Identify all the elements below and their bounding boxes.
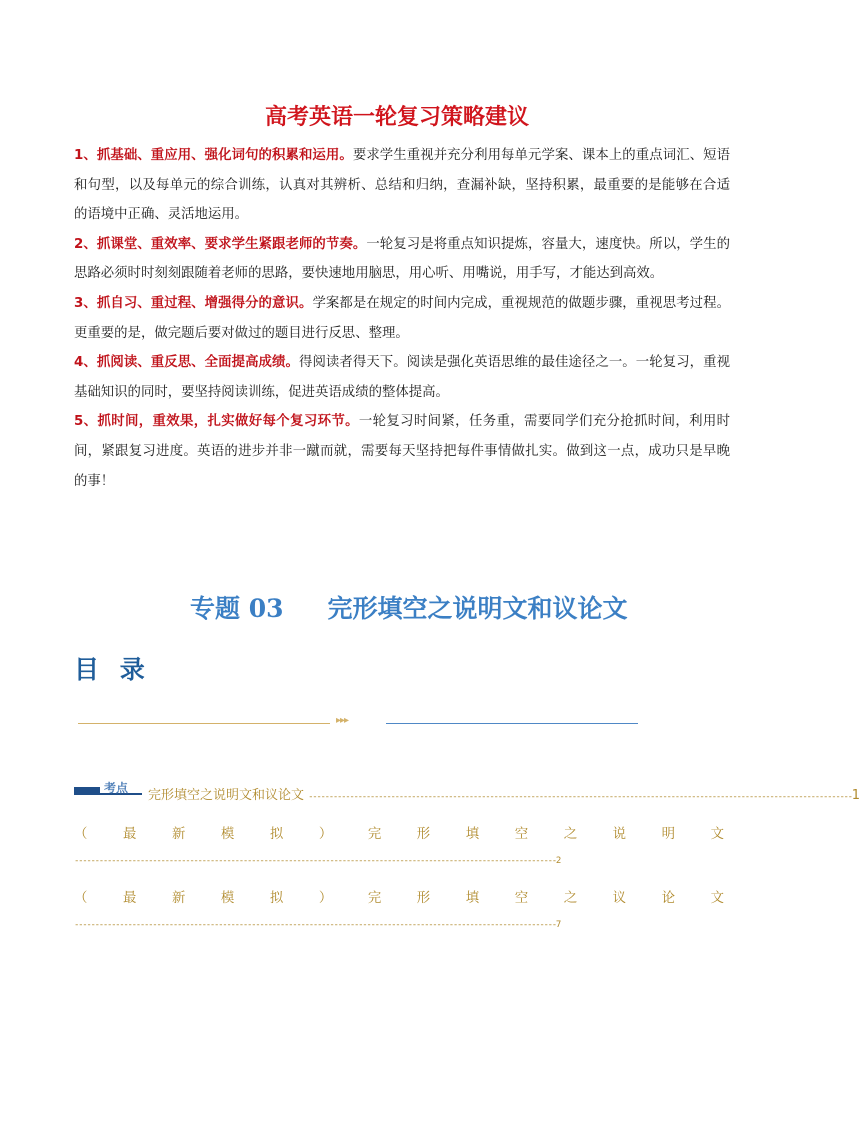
toc-char: 形 (416, 891, 431, 906)
toc-char: 论 (661, 891, 676, 906)
toc-entry-1[interactable] (148, 784, 860, 803)
toc-char: 议 (612, 891, 627, 906)
toc-entry-label[interactable]: 完形填空之说明文和议论文 (148, 788, 305, 803)
strategy-body: 要求学生重视并充分利用每单元学案、课本上的重点词汇、短语和句型，以及每单元的综合训练，认真对其辨析、总结和归纳，查漏补缺，坚持积累，最重要的是能够在合适的语境中正确、灵活地运用。 (74, 148, 731, 223)
strategy-lead: 2、抓课堂、重效率、要求学生紧跟老师的节奏。 (74, 236, 367, 252)
strategy-item (74, 230, 730, 289)
strategy-body: 一轮复习时间紧，任务重，需要同学们充分抢抓时间，利用时间，紧跟复习进度。英语的进步并非一蹴而就，需要每天坚持把每件事情做扎实。做到这一点，成功只是早晚的事！ (74, 414, 730, 489)
strategy-body: 学案都是在规定的时间内完成，重视规范的做题步骤，重视思考过程。更重要的是，做完题后要对做过的题目进行反思、整理。 (74, 295, 730, 341)
strategy-item (74, 348, 730, 407)
divider-arrows-icon: ▸▸▸ (336, 715, 349, 726)
divider-left (78, 723, 330, 724)
toc-char: 空 (514, 891, 529, 906)
toc-char: （ (74, 827, 88, 842)
toc-leader-line-2 (74, 856, 560, 866)
toc-char: ） (318, 827, 333, 842)
toc-char: 模 (220, 891, 235, 906)
page-title: 高考英语一轮复习策略建议 (264, 105, 529, 130)
toc-char: 填 (465, 827, 480, 842)
toc-char: （ (74, 891, 88, 906)
toc-char: 最 (122, 827, 137, 842)
strategy-lead: 1、抓基础、重应用、强化词句的积累和运用。 (74, 148, 353, 163)
toc-char: 新 (171, 827, 186, 842)
strategy-lead: 4、抓阅读、重反思、全面提高成绩。 (74, 355, 299, 371)
toc-char: 形 (416, 827, 431, 842)
toc-char: 说 (612, 827, 627, 842)
toc-entry-2[interactable] (74, 823, 724, 842)
toc-page-number: 1 (851, 788, 860, 803)
toc-char: 拟 (269, 891, 284, 906)
toc-badge (74, 779, 142, 797)
toc-char: 空 (514, 827, 529, 842)
strategy-body: 一轮复习是将重点知识提炼，容量大，速度快。所以，学生的思路必须时时刻刻跟随着老师的思路，要快速地用脑思，用心听、用嘴说，用手写，才能达到高效。 (74, 236, 730, 282)
toc-char: 新 (171, 891, 186, 906)
strategy-lead: 3、抓自习、重过程、增强得分的意识。 (74, 295, 313, 311)
toc-page-number: 2 (555, 856, 560, 866)
toc-leader-dots: --------------------------------------------------------------------------------------------------------------------- (74, 856, 556, 866)
toc-char: 明 (661, 827, 676, 842)
strategy-item (74, 407, 730, 496)
topic-name: 完形填空之说明文和议论文 (327, 594, 628, 623)
toc-char: 文 (710, 891, 724, 906)
toc-char: 之 (563, 891, 578, 906)
toc-char: 完 (367, 827, 382, 842)
topic-code: 专题 03 (190, 594, 284, 623)
badge-label: 考点 (104, 781, 129, 795)
toc-leader-dots: ------------------------------------------------------------------------------------------------------------------------------------ (308, 792, 852, 802)
toc-page-number: 7 (555, 920, 560, 930)
toc-char: 完 (367, 891, 382, 906)
strategy-lead: 5、抓时间，重效果，扎实做好每个复习环节。 (74, 414, 359, 430)
toc-entry-3[interactable] (74, 887, 724, 906)
toc-char: 拟 (269, 827, 284, 842)
toc-char: 模 (220, 827, 235, 842)
toc-leader-line-3 (74, 920, 560, 930)
toc-char: 文 (710, 827, 724, 842)
divider-right (386, 723, 638, 724)
toc-char: 最 (122, 891, 137, 906)
toc-char: 之 (563, 827, 578, 842)
toc-title: 目 录 (74, 655, 151, 684)
strategy-item (74, 141, 730, 230)
toc-leader-dots: --------------------------------------------------------------------------------------------------------------------- (74, 920, 556, 930)
strategy-list (74, 141, 730, 496)
strategy-body: 得阅读者得天下。阅读是强化英语思维的最佳途径之一。一轮复习，重视基础知识的同时，要坚持阅读训练，促进英语成绩的整体提高。 (74, 355, 730, 400)
toc-char: ） (318, 891, 333, 906)
toc-char: 填 (465, 891, 480, 906)
strategy-item (74, 289, 730, 348)
topic-header (190, 589, 628, 625)
